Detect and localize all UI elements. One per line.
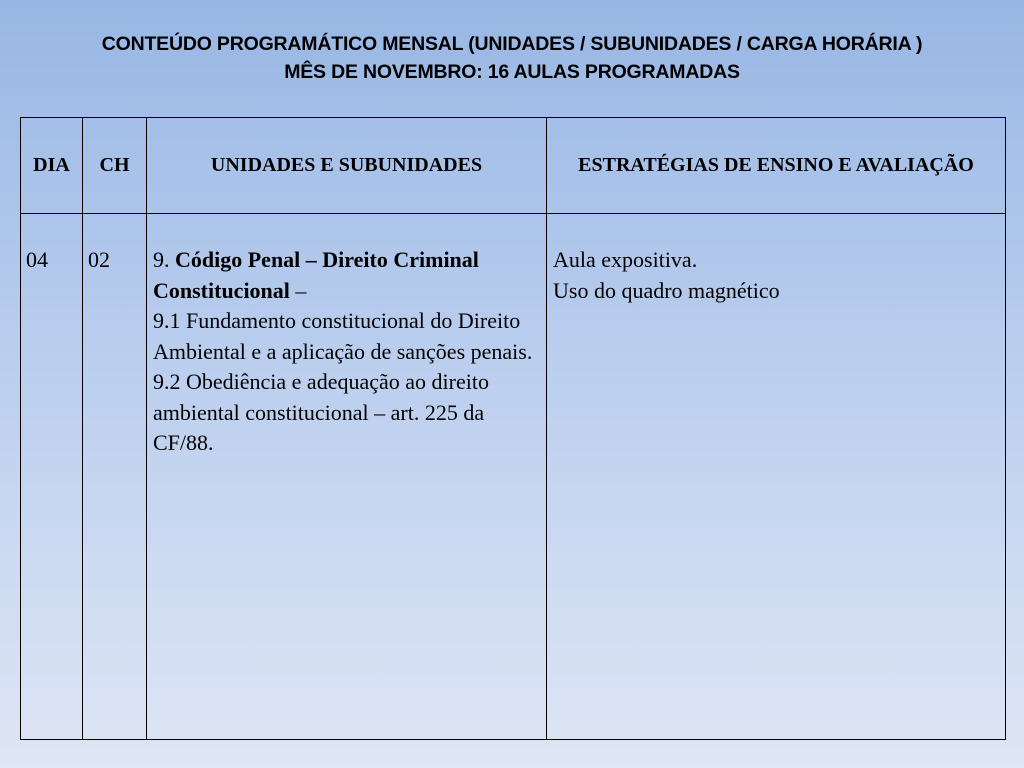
- header-unidades: UNIDADES E SUBUNIDADES: [147, 118, 547, 214]
- cell-estrategias: [547, 214, 1006, 740]
- cell-unidades: [147, 214, 547, 740]
- table-row: [21, 214, 1006, 740]
- cell-dia: 04: [21, 214, 83, 740]
- program-table: [20, 117, 1006, 740]
- title-line-2: MÊS DE NOVEMBRO: 16 AULAS PROGRAMADAS: [284, 61, 740, 83]
- header-dia: DIA: [21, 118, 83, 214]
- strategy-1: Aula expositiva.: [553, 247, 698, 272]
- unit-number: 9.: [153, 247, 175, 272]
- title-line-1: CONTEÚDO PROGRAMÁTICO MENSAL (UNIDADES / SUBUNIDADES / CARGA HORÁRIA ): [101, 33, 923, 55]
- unit-dash: –: [289, 277, 307, 303]
- table-header-row: [21, 118, 1006, 214]
- unit-title: Código Penal – Direito Criminal Constitucional: [153, 247, 479, 303]
- header-ch: CH: [83, 118, 147, 214]
- cell-ch: 02: [83, 214, 147, 740]
- strategy-2: Uso do quadro magnético: [553, 277, 780, 303]
- slide-title: [0, 30, 1024, 86]
- subunit-9-1: 9.1 Fundamento constitucional do Direito Ambiental e a aplicação de sanções penais.: [153, 308, 533, 364]
- subunit-9-2: 9.2 Obediência e adequação ao direito ambiental constitucional – art. 225 da CF/88.: [153, 369, 489, 455]
- header-estrategias: ESTRATÉGIAS DE ENSINO E AVALIAÇÃO: [547, 118, 1006, 214]
